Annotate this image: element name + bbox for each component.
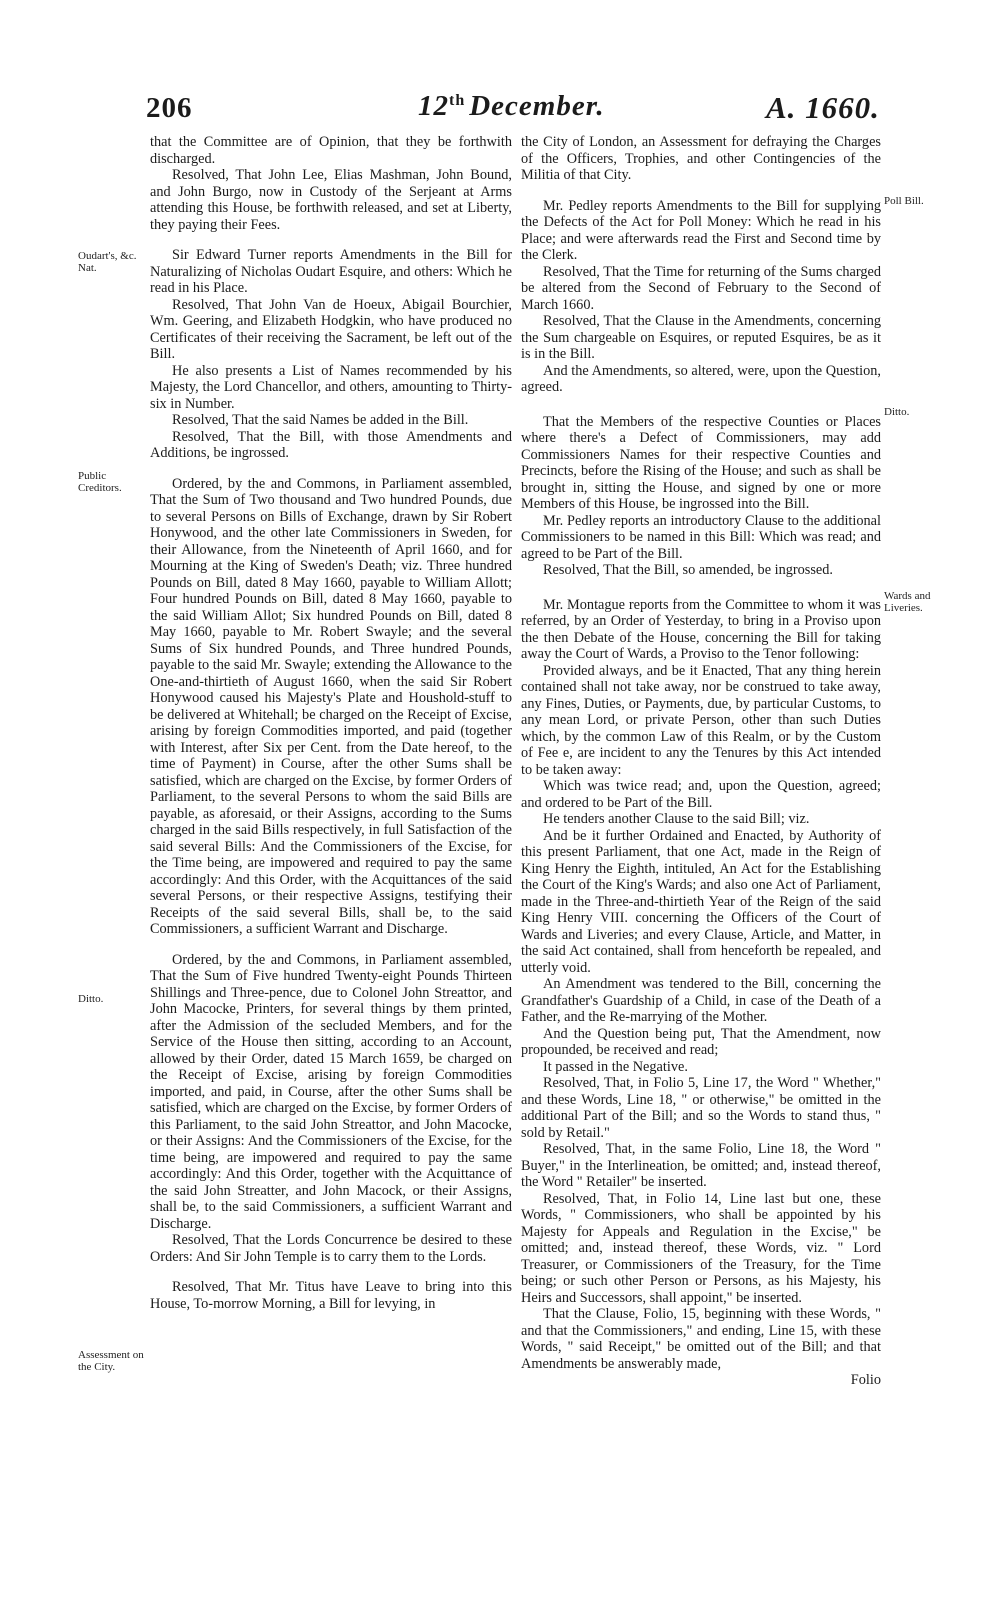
right-column — [521, 134, 881, 1389]
paragraph: That the Clause, Folio, 15, beginning with these Words, " and that the Commissioners," and ending, Line 15, with these Words, " said Receipt," be omitted out of the Bill; and that Amendments be answerably made, — [521, 1306, 881, 1372]
paragraph: Resolved, That the Time for returning of the Sums charged be altered from the Second of February to the Second of March 1660. — [521, 263, 881, 313]
margin-note-ditto-left: Ditto. — [78, 993, 104, 1005]
paragraph: He also presents a List of Names recommended by his Majesty, the Lord Chancellor, and others, amounting to Thirty-six in Number. — [150, 362, 512, 412]
margin-note-ditto-right: Ditto. — [884, 406, 910, 418]
paragraph: And the Question being put, That the Amendment, now propounded, be received and read; — [521, 1025, 881, 1058]
paragraph: Ordered, by the and Commons, in Parliament assembled, That the Sum of Two thousand and Two hundred Pounds, due to several Persons on Bills of Exchange, drawn by Sir Robert Honywood, and the other late Commissioners in Sweden, for their Allowance, from the Nineteenth of April 1660, and for Mourning at the King of Sweden's Death; viz. Three hundred Pounds on Bill, dated 8 May 1660, payable to William Allott; Four hundred Pounds on Bill, dated 8 May 1660, payable to the said William Allot; Six hundred Pounds on Bill, dated 8 May 1660, payable to Mr. Robert Swayle; and the several Sums of Six hundred Pounds, and Three hundred Pounds, payable to the said Mr. Swayle; extending the Allowance to the One-and-thirtieth of August 1660, when the said Sir Robert Honywood caused his Majesty's Plate and Houshold-stuff to be delivered at Whitehall; be charged on the Receipt of Excise, arising by foreign Commodities imported, and paid (together with Interest, after Six per Cent. from the Date hereof, to the time of Payment) in Course, after the other Sums shall be satisfied, which are charged on the Excise, by former Orders of Parliament, to the several Persons to whom the said Bills are payable, as aforesaid, or their Assigns, according to the Sums charged in the said Bills respectively, in full Satisfaction of the said several Bills: And the Commissioners of the Excise, for the Time being, are impowered and required to pay the same accordingly: And this Order, with the Acquittances of the said several Persons, or their respective Assigns, testifying their Receipts of the said several Bills, shall be, to the said Commissioners, a sufficient Warrant and Discharge. — [150, 475, 512, 937]
catchword: Folio — [850, 1372, 881, 1388]
paragraph: that the Committee are of Opinion, that they be forthwith discharged. — [150, 134, 512, 167]
paragraph: the City of London, an Assessment for defraying the Charges of the Officers, Trophies, and other Contingencies of the Militia of that City. — [521, 134, 881, 183]
paragraph: Sir Edward Turner reports Amendments in the Bill for Naturalizing of Nicholas Oudart Esquire, and others: Which he read in his Place. — [150, 247, 512, 296]
margin-note-public-creditors: Public Creditors. — [78, 470, 122, 494]
running-title — [418, 90, 605, 123]
paragraph: And be it further Ordained and Enacted, by Authority of this present Parliament, that one Act, made in the Reign of King Henry the Eighth, intituled, An Act for the Establishing the Court of the King's Wards; and also one Act of Parliament, made in the Three-and-thirtieth Year of the Reign of the said King Henry VIII. concerning the Officers of the Court of Wards and Liveries; and every Clause, Article, and Matter, in the said Act contained, shall from henceforth be repealed, and utterly void. — [521, 827, 881, 976]
paragraph: Resolved, That the Bill, with those Amendments and Additions, be ingrossed. — [150, 428, 512, 461]
paragraph: And the Amendments, so altered, were, upon the Question, agreed. — [521, 362, 881, 395]
paragraph: An Amendment was tendered to the Bill, concerning the Grandfather's Guardship of a Child, in case of the Death of a Father, and the Re-marrying of the Mother. — [521, 976, 881, 1025]
paragraph: Resolved, That John Lee, Elias Mashman, John Bound, and John Burgo, now in Custody of the Serjeant at Arms attending this House, be forthwith released, and set at Liberty, they paying their Fees. — [150, 167, 512, 233]
paragraph: He tenders another Clause to the said Bill; viz. — [543, 811, 810, 827]
margin-note-wards: Wards and Liveries. — [884, 590, 931, 614]
paragraph: Resolved, That, in the same Folio, Line 18, the Word " Buyer," in the Interlineation, be omitted; and, instead thereof, the Word " Retailer" be inserted. — [521, 1141, 881, 1190]
date-day: 12 — [418, 90, 449, 122]
paragraph: Resolved, That the Lords Concurrence be desired to these Orders: And Sir John Temple is to carry them to the Lords. — [150, 1232, 512, 1265]
paragraph: Resolved, That Mr. Titus have Leave to bring into this House, To-morrow Morning, a Bill for levying, in — [150, 1279, 512, 1312]
paragraph: Which was twice read; and, upon the Question, agreed; and ordered to be Part of the Bill. — [521, 778, 881, 811]
margin-note-oudart: Oudart's, &c. Nat. — [78, 250, 137, 274]
paragraph: Mr. Pedley reports Amendments to the Bill for supplying the Defects of the Act for Poll Money: Which he read in his Place; and were afterwards read the First and Second time by the Clerk. — [521, 197, 881, 263]
paragraph: Resolved, That the Clause in the Amendments, concerning the Sum chargeable on Esquires, or reputed Esquires, be as it is in the Bill. — [521, 313, 881, 362]
paragraph: It passed in the Negative. — [543, 1058, 688, 1075]
paragraph: Resolved, That, in Folio 14, Line last but one, these Words, " Commissioners, who shall be appointed by his Majesty for Appeals and Regulation in the Excise," be omitted; and, instead thereof, these Words, viz. " Lord Treasurer, or Commissioners of the Treasury, for the Time being; or such other Person or Persons, as his Majesty, his Heirs and Successors, shall appoint," be inserted. — [521, 1190, 881, 1306]
margin-note-assessment: Assessment on the City. — [78, 1349, 144, 1373]
paragraph: That the Members of the respective Counties or Places where there's a Defect of Commissioners, may add Commissioners Names for their respective Counties and Precincts, before the Rising of the House; and such as shall be brought in, sitting the House, and signed by one or more Members of this House, be ingrossed into the Bill. — [521, 413, 881, 512]
left-column — [150, 134, 512, 1312]
date-month: December. — [469, 90, 605, 122]
year: A. 1660. — [766, 90, 880, 125]
page-number: 206 — [146, 92, 193, 124]
paragraph: Ordered, by the and Commons, in Parliament assembled, That the Sum of Five hundred Twenty-eight Pounds Thirteen Shillings and Three-pence, due to Colonel John Streattor, and John Macocke, Printers, for several things by them printed, after the Admission of the secluded Members, and for the Service of the House then sitting, according to an Account, allowed by their Order, dated 15 March 1659, be charged on the Receipt of Excise, arising by foreign Commodities imported, and paid, in Course, after the other Sums shall be satisfied, which are charged on the Excise, by former Orders of this Parliament, to the said John Streattor, and John Macocke, or their Assigns: And the Commissioners of the Excise, for the time being, are impowered and required to pay the same accordingly: And this Order, together with the Acquittance of the said John Streatter, and John Macock, or their Assigns, shall be, to the said Commissioners, a sufficient Warrant and Discharge. — [150, 951, 512, 1232]
margin-note-poll-bill: Poll Bill. — [884, 195, 924, 207]
paragraph: Resolved, That the Bill, so amended, be ingrossed. — [543, 562, 833, 578]
paragraph: Provided always, and be it Enacted, That any thing herein contained shall not take away, nor be construed to take away, any Fines, Duties, or Payments, due, by particular Customs, to any mean Lord, or private Person, other than such Duties which, by the common Law of this Realm, or by the Custom of Fee e, are incident to any the Tenures by this Act intended to be taken away: — [521, 662, 881, 778]
date-suffix: th — [449, 92, 466, 109]
paragraph: Mr. Montague reports from the Committee to whom it was referred, by an Order of Yesterday, to bring in a Proviso upon the then Debate of the House, concerning the Bill for taking away the Court of Wards, a Proviso to the Tenor following: — [521, 596, 881, 662]
paragraph: Resolved, That John Van de Hoeux, Abigail Bourchier, Wm. Geering, and Elizabeth Hodgkin, who have produced no Certificates of their receiving the Sacrament, be left out of the Bill. — [150, 296, 512, 362]
paragraph: Resolved, That the said Names be added in the Bill. — [172, 412, 469, 428]
page-header — [0, 88, 992, 134]
paragraph: Mr. Pedley reports an introductory Clause to the additional Commissioners to be named in this Bill: Which was read; and agreed to be Part of the Bill. — [521, 512, 881, 562]
paragraph: Resolved, That, in Folio 5, Line 17, the Word " Whether," and these Words, Line 18, " or otherwise," be omitted in the additional Part of the Bill; and so the Words to stand thus, " sold by Retail." — [521, 1075, 881, 1141]
